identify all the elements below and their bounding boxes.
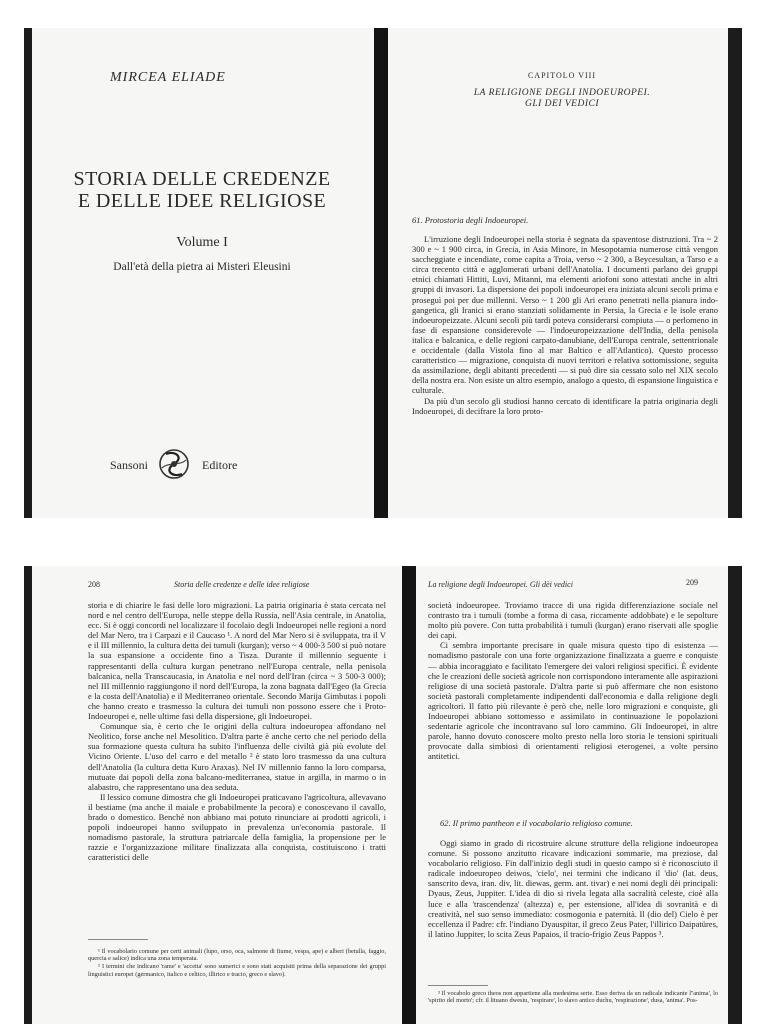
scan-edge-left [24, 566, 32, 1024]
chapter-body [412, 234, 718, 506]
paragraph: Da più d'un secolo gli studiosi hanno cercato di identificare la patria originaria degli Indoeuropei, di decifrare la loro proto- [412, 395, 718, 416]
paragraph: L'irruzione degli Indoeuropei nella storia è segnata da spaventose distruzioni. Tra ~ 2 300 e ~ 1 900 circa, in Grecia, in Asia Minore, in Mesopotamia numerose città vengon saccheggiate e incendiate, come capita a Troia, verso ~ 2 300, a Beycesultan, a Tarso e a circa trecento città e agglomerati urbani dell'Anatolia. I documenti parlano dei gruppi etnici chiamati Hittiti, Luvi, Mitanni, ma elementi ariofoni sono attestati anche in altri gruppi di invasori. La dispersione dei popoli indoeuropei era iniziata alcuni secoli prima e proseguì poi per due millenni. Verso ~ 1 200 gli Ari erano penetrati nella pianura indo-gangetica, gli Iranici si erano stanziati solidamente in Persia, la Grecia e le isole erano indoeuropeizzate. Alcuni secoli più tardi poteva considerarsi compiuta — o perlomeno in fase di espansione considerevole — l'indoeuropeizzazione dell'India, della penisola italica e balcanica, e delle regioni carpato-danubiane, dell'Europa centrale, settentrionale e occidentale (dalla Vistola fino al mar Baltico e all'Atlantico). Questo processo caratteristico — migrazione, conquista di nuovi territori e relativa sottomissione, seguita da assimilazione, degli abitanti precedenti — si può dire sia cessato solo nel XIX secolo della nostra era. Non esiste un altro esempio, analogo a questo, di espansione linguistica e culturale. [412, 234, 718, 396]
section-heading-62: 62. Il primo pantheon e il vocabolario religioso comune. [440, 818, 633, 828]
publisher-logo-icon [154, 444, 194, 484]
bottom-spread [24, 566, 742, 1024]
paragraph: Il lessico comune dimostra che gli Indoeuropei praticavano l'agricoltura, allevavano il bestiame (ma anche il maiale e probabilmente la pecora) e conoscevano il cavallo, brado o domestico. Benché non abbiano mai potuto rinunciare ai prodotti agricoli, i popoli indoeuropei hanno sviluppato in prevalenza un'economia pastorale. Il nomadismo pastorale, la struttura patriarcale della famiglia, la propensione per le razzie e l'organizzazione militare finalizzata alla conquista, costituiscono i tratti caratteristici delle [88, 791, 386, 863]
cover-subtitle: Dall'età della pietra ai Misteri Eleusini [113, 261, 291, 273]
book-spine [374, 28, 388, 518]
footnote: ³ Il vocabolo greco theos non appartiene alla medesima serie. Esso deriva da un radicale indicante l''anima', lo 'spirito del morto'; cfr. il lituano dwesiu, 'respirare', lo slavo antico duchu, 'respirazione', dusa, 'anima'. Pos- [428, 990, 718, 1005]
section-heading-61: 61. Protostoria degli Indoeuropei. [412, 215, 529, 225]
chapter-title-line1: LA RELIGIONE DEGLI INDOEUROPEI. [473, 88, 651, 98]
page-209-footnotes [428, 990, 718, 1005]
footnote-divider [428, 985, 488, 986]
footnote: ¹ Il vocabolario comune per certi animali (lupo, orso, oca, salmone di fiume, vespa, ape) e alberi (betulla, faggio, quercia e salice) indica una zona temperata. [88, 948, 386, 963]
paragraph: Oggi siamo in grado di ricostruire alcune strutture della religione indoeuropea comune. Si possono anzitutto ricavare indicazioni sommarie, ma preziose, dal vocabolario religioso. Fin dall'inizio degli studi in questo campo si è riconosciuto il radicale indoeuropeo deiwos, 'cielo', nei termini che indicano il 'dio' (lat. deus, sanscrito deva, iran. div, lit. diewas, germ. ant. tivar) e nei nomi degli dèi principali: Dyaus, Zeus, Juppiter. L'idea di dio si rivela legata alla sacralità celeste, cioè alla luce e alla 'trascendenza' (altezza) e, per estensione, all'idea di sovranità e di creatività, nel suo senso immediato: cosmogonia e paternità. Il (dio del) Cielo è per eccellenza il Padre: cfr. l'indiano Dyauspitar, il greco Zeus Pater, l'illirico Daipatüres, il latino Juppiter, lo scita Zeus Papaios, il tracio-frigio Zeus Pappos ³. [428, 838, 718, 939]
page-208-body [88, 600, 386, 930]
publisher-suffix: Editore [202, 458, 238, 472]
running-head-209: La religione degli Indoeuropei. Gli dèi vedici [428, 580, 573, 589]
paragraph: Comunque sia, è certo che le origini della cultura indoeuropea affondano nel Neolitico, forse anche nel Mesolitico. D'altra parte è anche certo che nel periodo della sua formazione questa cultura ha subito l'influenza delle civiltà già più evolute del Vicino Oriente. L'uso del carro e del metallo ² è stato loro trasmesso da una cultura dell'Anatolia (la cultura detta Kuro Araxas). Nel IV millennio fanno la loro comparsa, mutuate dai popoli della zona balcano-mediterranea, statue in argilla, in marmo o in alabastro, che rappresentano una dea seduta. [88, 721, 386, 792]
scan-edge-left [24, 28, 32, 518]
scan-edge-right [728, 28, 742, 518]
paragraph: società indoeuropee. Troviamo tracce di una rigida differenziazione sociale nel contrasto tra i tumuli (tombe a forma di casa, riccamente addobbate) e le sepolture molto più povere. Con tutta probabilità i tumuli (kurgan) erano riservati alle spoglie dei capi. [428, 600, 718, 641]
running-head-208: Storia delle credenze e delle idee religiose [174, 580, 310, 589]
page-208-footnotes [88, 948, 386, 979]
scan-edge-right [728, 566, 742, 1024]
chapter-label: CAPITOLO VIII [527, 71, 597, 80]
page-number-208: 208 [88, 580, 100, 589]
cover-title-line1: STORIA DELLE CREDENZE [73, 168, 331, 190]
page-209-body-2 [428, 838, 718, 980]
footnote-divider [88, 939, 148, 940]
top-spread [24, 28, 742, 518]
book-spine [402, 566, 416, 1024]
paragraph: Ci sembra importante precisare in quale misura questo tipo di esistenza — nomadismo pastorale con una forte organizzazione finalizzata a guerre e conquiste — abbia incoraggiato e facilitato l'emergere dei valori religiosi specifici. È evidente che le creazioni delle società agricole non corrispondono interamente alle aspirazioni religiose di una società pastorale. D'altra parte si può affermare che non esistono società pastorali completamente indipendenti dall'economia e dalla religione degli agricoltori. Il fatto più rilevante è però che, nelle loro migrazioni e conquiste, gli Indoeuropei abbiano sottomesso e assimilato in continuazione le popolazioni sedentarie agricole che incontravano sul loro cammino. Gli Indoeuropei, in altre parole, hanno dovuto conoscere molto presto nella loro storia le tensioni spirituali provocate dalla simbiosi di orientamenti religiosi eterogenei, a volte persino antitetici. [428, 640, 718, 762]
cover-volume: Volume I [176, 235, 228, 250]
chapter-title-line2: GLI DEI VEDICI [524, 99, 599, 109]
page-209-body [428, 600, 718, 830]
cover-title [38, 168, 366, 212]
cover-author: MIRCEA ELIADE [110, 70, 226, 85]
paragraph: storia e di chiarire le fasi delle loro migrazioni. La patria originaria è stata cercata nel nord e nel centro dell'Europa, nelle steppe della Russia, nell'Asia centrale, in Anatolia, ecc. Si è oggi concordi nel localizzare il focolaio degli Indoeuropei nelle regioni a nord del Mar Nero, tra i Carpazi e il Caucaso ¹. A nord del Mar Nero si è sviluppata, tra il V e il III millennio, la cultura detta dei tumuli (kurgan); verso ~ 4 000-3 500 si può notare la sua espansione a occidente fino a Tisza. Durante il millennio seguente i rappresentanti della cultura kurgan penetrano nell'Europa centrale, nella penisola balcanica, nella Transcaucasia, in Anatolia e nel nord dell'Iran (circa ~ 3 500-3 000); nel III millennio raggiungono il nord dell'Europa, la zona bagnata dall'Egeo (la Grecia e la costa dell'Anatolia) e il Mediterraneo orientale. Secondo Marija Gimbutas i popoli che hanno creato e trasmesso la cultura dei tumuli non possono essere che i Proto-Indoeuropei e, nelle ultime fasi della dispersione, gli Indoeuropei. [88, 600, 386, 722]
footnote: ² I termini che indicano 'rame' e 'accetta' sono sumerici e sono stati acquisiti prima della separazione dei gruppi linguistici europei (germanico, italico e celtico, illirico e tracio, greco e slavo). [88, 963, 386, 978]
cover-title-line2: E DELLE IDEE RELIGIOSE [77, 190, 327, 212]
page-number-209: 209 [686, 578, 698, 587]
publisher-name: Sansoni [110, 458, 149, 472]
chapter-title [410, 88, 714, 110]
